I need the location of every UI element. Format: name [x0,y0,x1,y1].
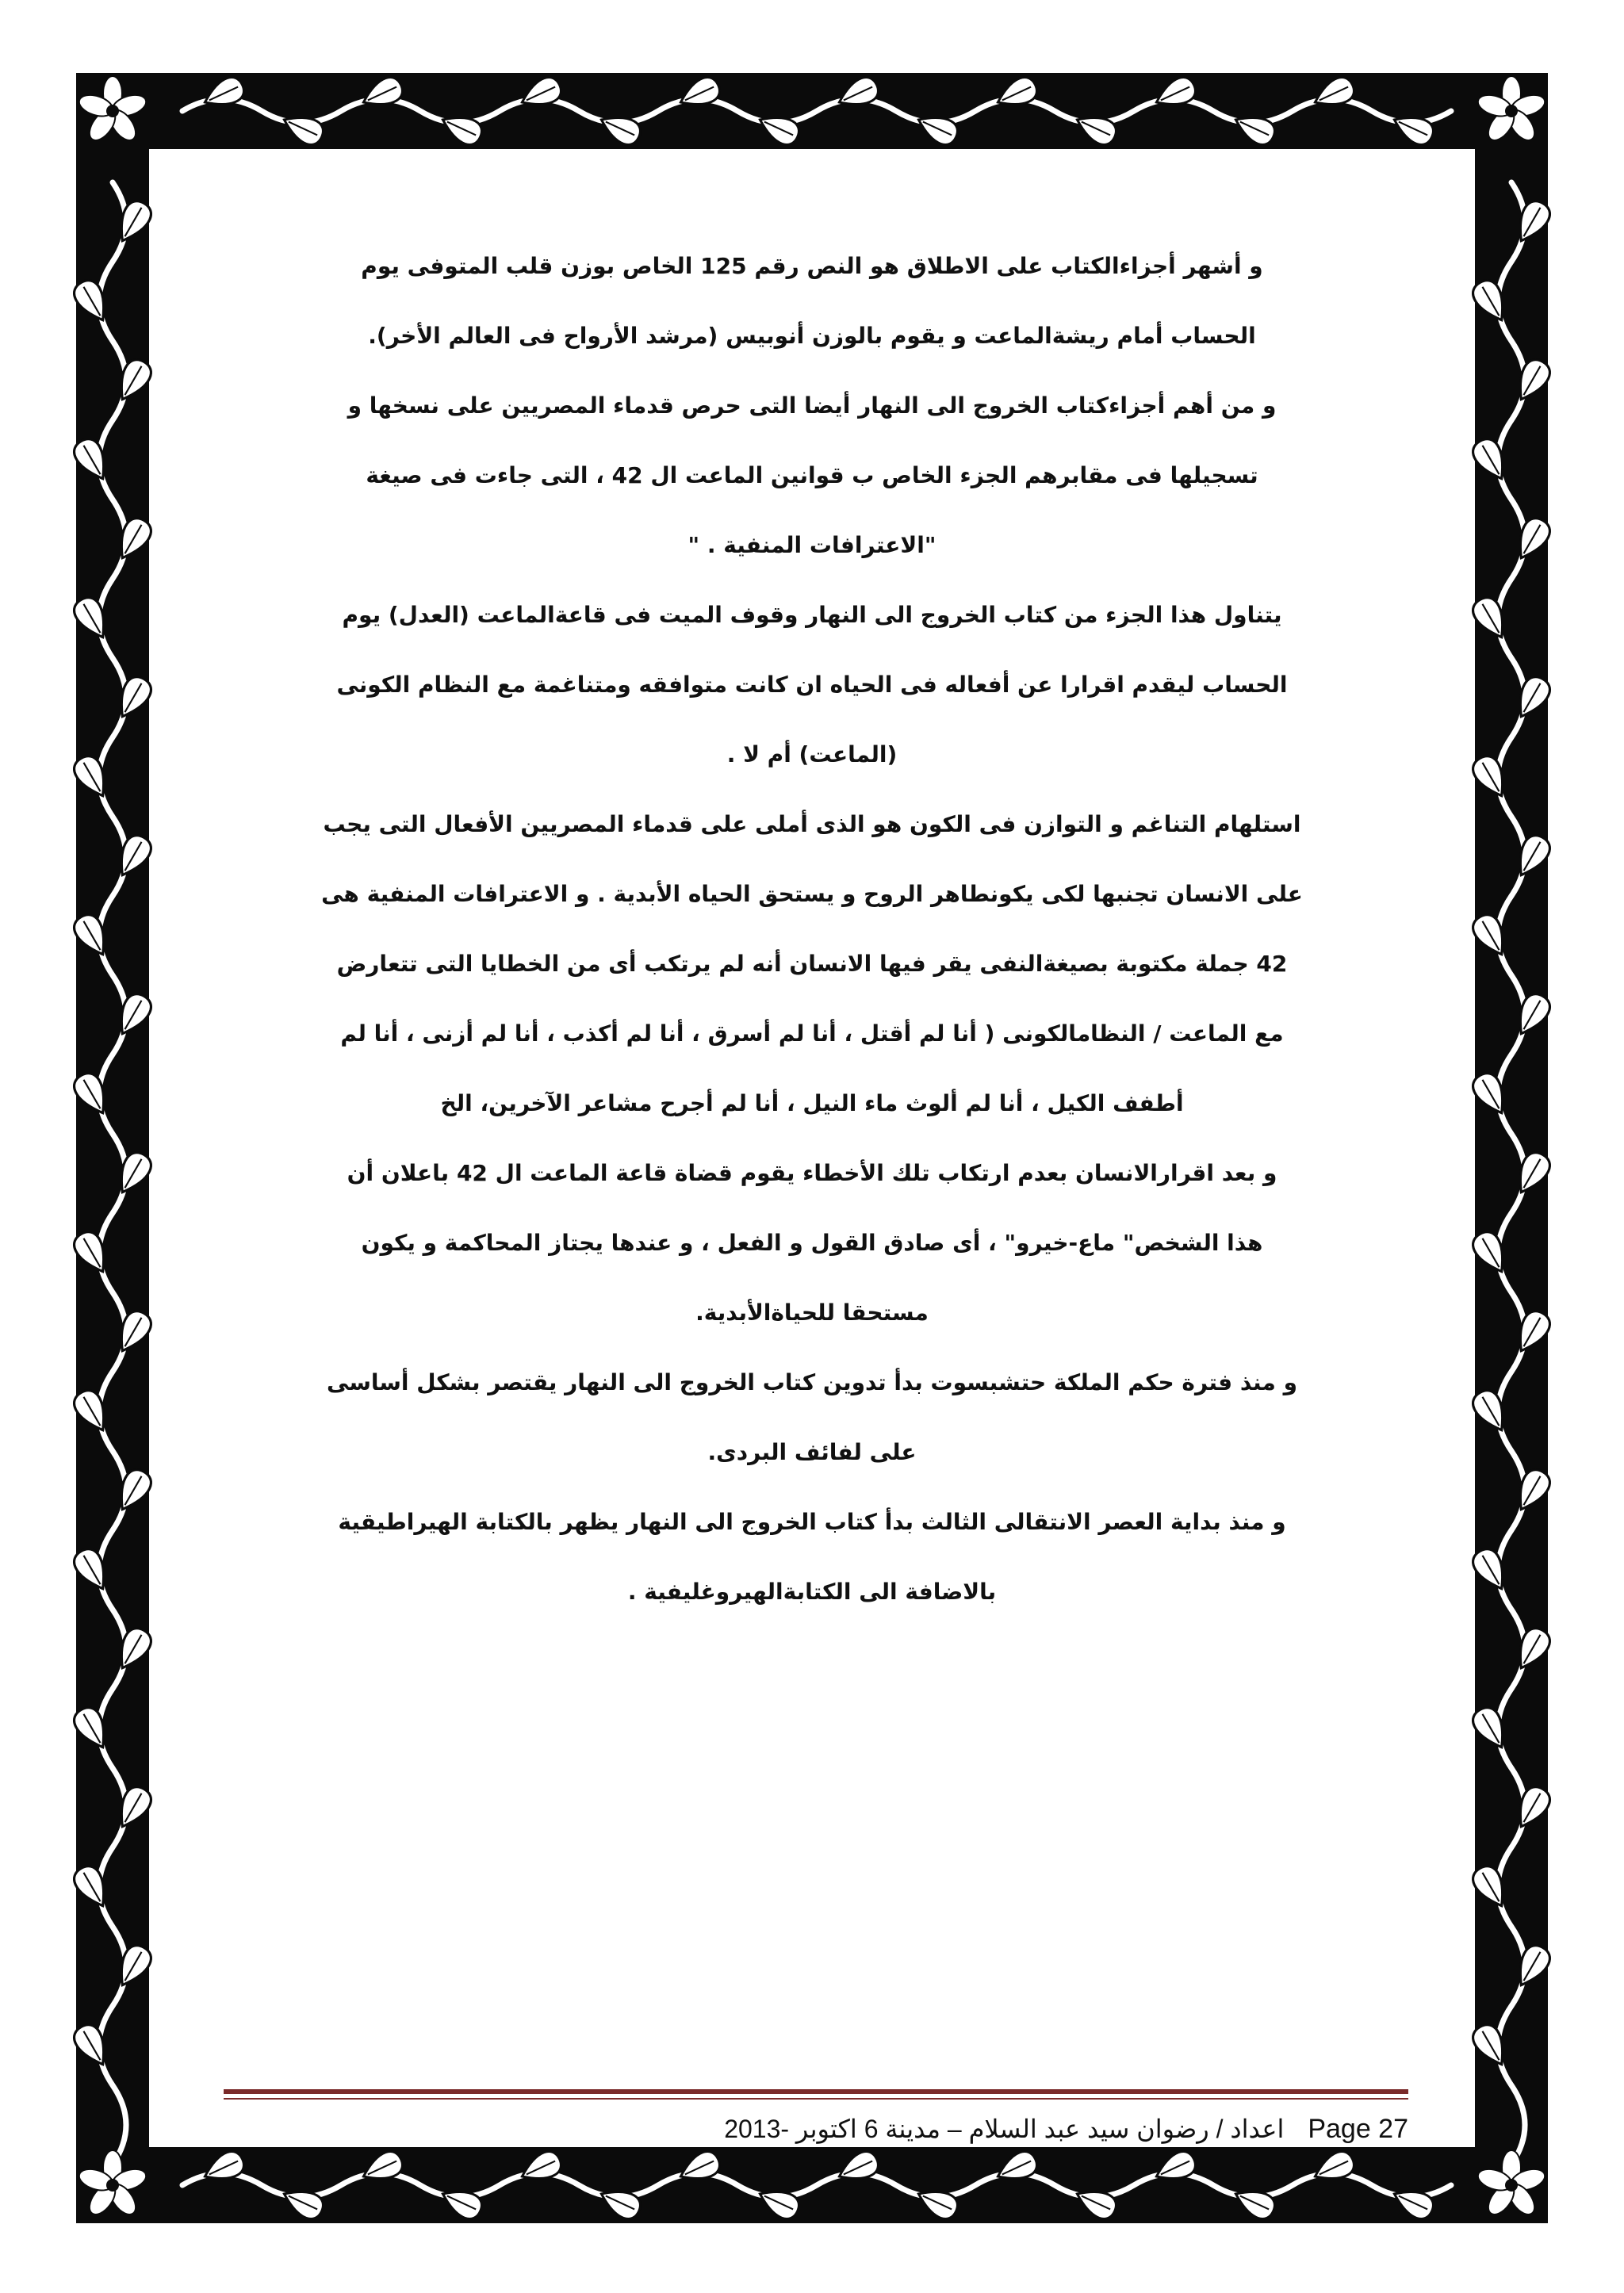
leaf-icon [358,2148,407,2188]
leaf-icon [1469,1703,1513,1754]
leaf-icon [1469,1227,1513,1278]
leaf-icon [755,2183,803,2223]
leaf-icon [517,2148,565,2188]
leaf-icon [70,910,114,961]
text-line: بالاضافة الى الكتابةالهيروغليفية . [627,1579,997,1605]
leaf-icon [1510,1465,1554,1516]
leaf-icon [70,1703,114,1754]
leaf-icon [70,2020,114,2071]
leaf-icon [70,752,114,802]
leaf-icon [1469,276,1513,327]
leaf-icon [70,434,114,485]
leaf-icon [1072,2183,1120,2223]
leaf-icon [200,2148,248,2188]
text-line: "الاعترافات المنفية . " [688,532,936,558]
text-line: مستحقا للحياةالأبدية. [695,1300,929,1326]
leaf-icon [70,1227,114,1278]
leaf-icon [279,109,327,149]
leaf-icon [70,276,114,327]
leaf-icon [111,1941,155,1992]
text-line: يتناول هذا الجزء من كتاب الخروج الى النهار وقوف الميت فى قاعةالماعت (العدل) يوم [342,602,1282,628]
leaf-icon [1469,1545,1513,1595]
text-line: الحساب ليقدم اقرارا عن أفعاله فى الحياه ان كانت متوافقه ومتناغمة مع النظام الكونى [336,672,1288,698]
text-line: و منذ فترة حكم الملكة حتشبسوت بدأ تدوين كتاب الخروج الى النهار يقتصر بشكل أساسى [327,1369,1297,1395]
leaf-icon [1469,1069,1513,1120]
text-line: استلهام التناغم و التوازن فى الكون هو الذى أملى على قدماء المصريين الأفعال التى يجب [323,811,1301,837]
leaf-icon [1469,1386,1513,1437]
leaf-icon [70,593,114,644]
text-line: على لفائف البردى. [707,1439,917,1465]
leaf-icon [1510,1307,1554,1357]
leaf-icon [1231,2183,1279,2223]
leaf-icon [111,1624,155,1675]
leaf-icon [70,1862,114,1912]
leaf-icon [1510,1941,1554,1992]
leaf-icon [1469,2020,1513,2071]
leaf-icon [1151,2148,1200,2188]
footer-rule-thin [224,2098,1408,2100]
leaf-icon [438,2183,486,2223]
text-line: و منذ بداية العصر الانتقالى الثالث بدأ كتاب الخروج الى النهار يظهر بالكتابة الهيراطيقية [338,1509,1286,1535]
leaf-icon [1510,1782,1554,1833]
leaf-icon [111,990,155,1040]
flower-icon [76,2150,148,2219]
leaf-icon [1510,514,1554,565]
leaf-icon [111,197,155,247]
text-line: الحساب أمام ريشةالماعت و يقوم بالوزن أنوبيس (مرشد الأرواح فى العالم الأخر). [368,323,1256,349]
leaf-icon [70,1545,114,1595]
footer-credit: اعداد / رضوان سيد عبد السلام – مدينة 6 اكتوبر -2013 [724,2115,1285,2143]
text-line: تسجيلها فى مقابرهم الجزء الخاص ب قوانين الماعت ال 42 ، التى جاءت فى صيغة [366,462,1258,488]
leaf-icon [596,109,645,149]
text-line: و بعد اقرارالانسان بعدم ارتكاب تلك الأخطاء يقوم قضاة قاعة الماعت ال 42 باعلان أن [347,1160,1277,1186]
leaf-icon [755,109,803,149]
footer-rule [224,2089,1408,2094]
text-line: أطفف الكيل ، أنا لم ألوث ماء النيل ، أنا لم أجرح مشاعر الآخرين، الخ [440,1090,1184,1116]
flower-icon [76,76,148,145]
leaf-icon [914,109,962,149]
leaf-icon [111,1307,155,1357]
leaf-icon [438,109,486,149]
leaf-icon [1469,752,1513,802]
arabic-text-body [232,232,1392,1627]
text-line: و أشهر أجزاءالكتاب على الاطلاق هو النص رقم 125 الخاص بوزن قلب المتوفى يوم [361,253,1263,279]
leaf-icon [1231,109,1279,149]
leaf-icon [279,2183,327,2223]
leaf-icon [596,2183,645,2223]
leaf-icon [111,355,155,406]
leaf-icon [517,74,565,114]
text-line: (الماعت) أم لا . [726,741,898,768]
page-footer [224,2109,1408,2149]
leaf-icon [914,2183,962,2223]
leaf-icon [111,1148,155,1199]
leaf-icon [1510,831,1554,882]
leaf-icon [1510,672,1554,723]
leaf-icon [111,831,155,882]
leaf-icon [834,2148,883,2188]
leaf-icon [1310,2148,1358,2188]
leaf-icon [1151,74,1200,114]
leaf-icon [111,1465,155,1516]
leaf-icon [70,1386,114,1437]
leaf-icon [1469,910,1513,961]
leaf-icon [1389,109,1438,149]
text-line: و من أهم أجزاءكتاب الخروج الى النهار أيضا التى حرص قدماء المصريين على نسخها و [347,392,1277,419]
leaf-icon [111,672,155,723]
leaf-icon [676,2148,724,2188]
leaf-icon [1510,1148,1554,1199]
flower-icon [1475,76,1547,145]
leaf-icon [1072,109,1120,149]
leaf-icon [1510,355,1554,406]
leaf-icon [1469,1862,1513,1912]
leaf-icon [111,514,155,565]
leaf-icon [993,2148,1041,2188]
text-line: على الانسان تجنبها لكى يكونطاهر الروح و يستحق الحياه الأبدية . و الاعترافات المنفية هى [321,881,1303,907]
leaf-icon [1389,2183,1438,2223]
text-line: مع الماعت / النظامالكونى ( أنا لم أقتل ، أنا لم أسرق ، أنا لم أكذب ، أنا لم أزنى ، أنا لم [340,1020,1284,1047]
leaf-icon [834,74,883,114]
leaf-icon [1510,1624,1554,1675]
text-line: هذا الشخص" ماع-خيرو" ، أى صادق القول و الفعل ، و عندها يجتاز المحاكمة و يكون [361,1230,1263,1256]
leaf-icon [676,74,724,114]
page-number: Page 27 [1308,2113,1408,2144]
leaf-icon [70,1069,114,1120]
leaf-icon [1469,593,1513,644]
leaf-icon [1310,74,1358,114]
leaf-icon [1469,434,1513,485]
flower-icon [1475,2150,1547,2219]
leaf-icon [993,74,1041,114]
text-line: 42 جملة مكتوبة بصيغةالنفى يقر فيها الانسان أنه لم يرتكب أى من الخطايا التى تتعارض [336,951,1288,977]
leaf-icon [358,74,407,114]
leaf-icon [200,74,248,114]
leaf-icon [111,1782,155,1833]
leaf-icon [1510,197,1554,247]
leaf-icon [1510,990,1554,1040]
